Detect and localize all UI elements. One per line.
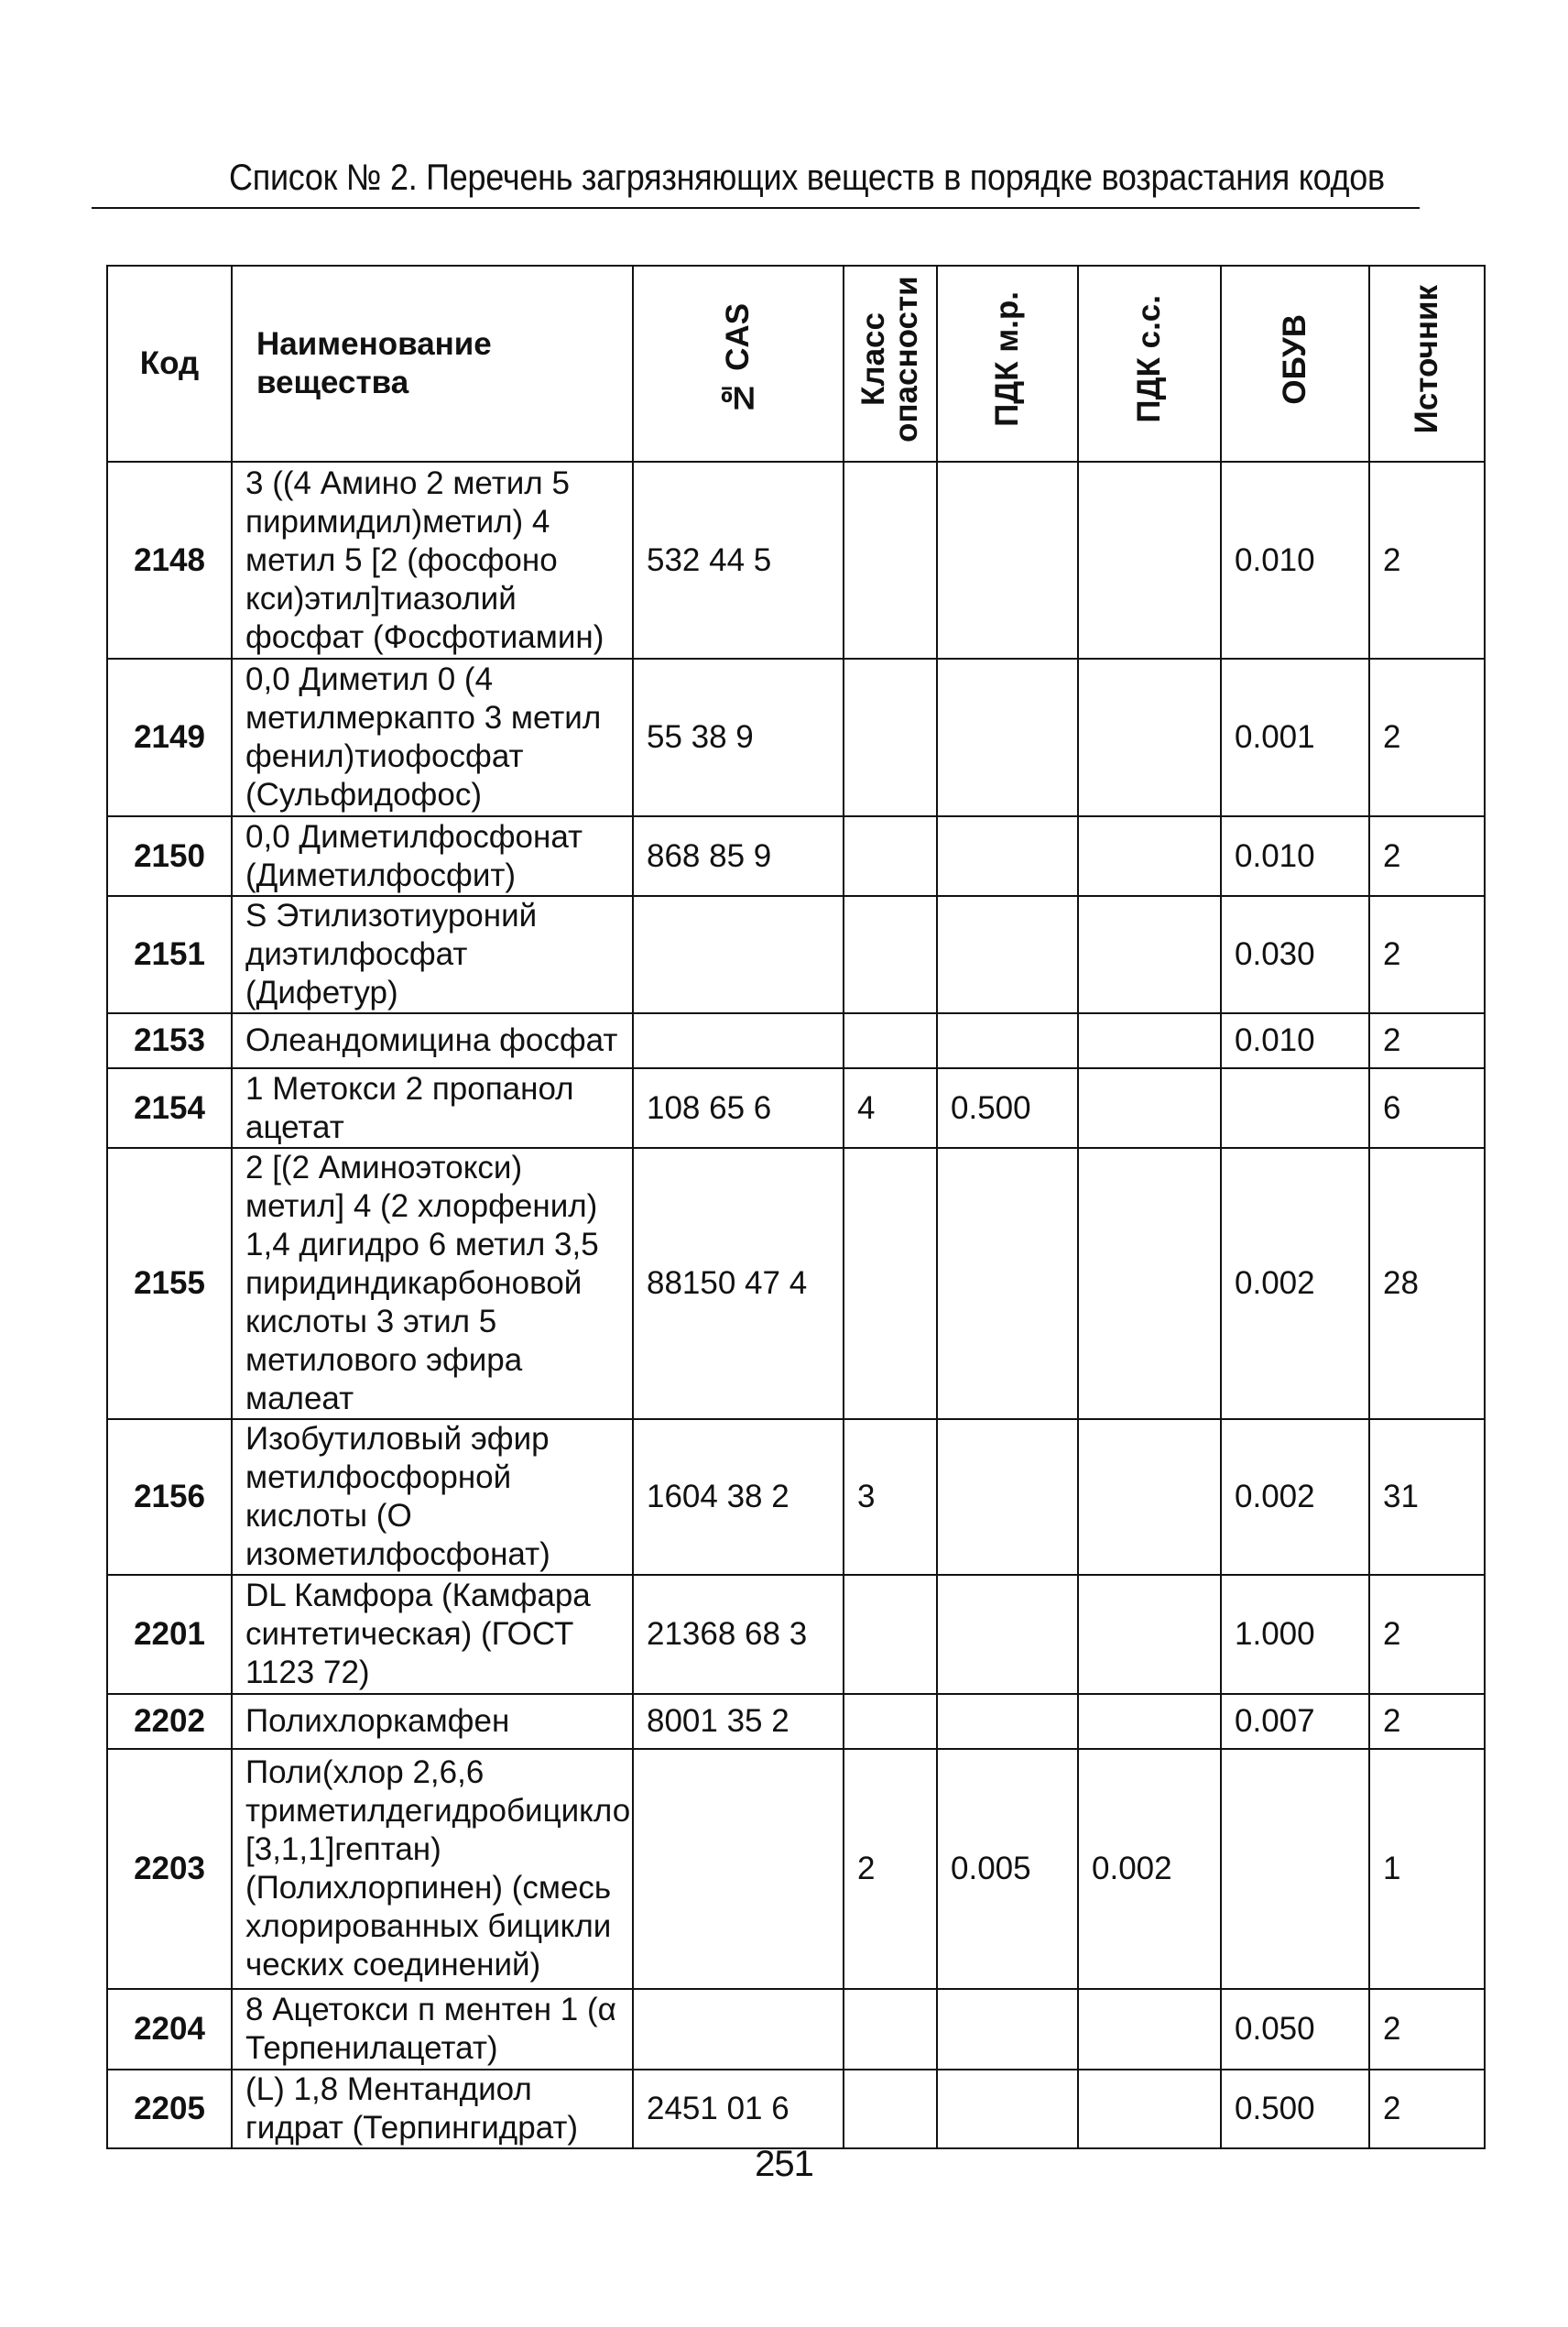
- header-name: [232, 266, 633, 462]
- cell-pdk-mr: [937, 462, 1078, 659]
- cell-cas: 2451 01 6: [633, 2070, 844, 2148]
- cell-pdk-ss: 0.002: [1078, 1749, 1221, 1989]
- cell-hazard-class: [844, 1148, 937, 1419]
- page-header: [92, 154, 1420, 209]
- substances-table: [106, 265, 1486, 2149]
- header-cas-label: № CAS: [720, 302, 756, 416]
- cell-source: 2: [1369, 2070, 1485, 2148]
- cell-source: 28: [1369, 1148, 1485, 1419]
- cell-pdk-mr: [937, 1694, 1078, 1749]
- cell-pdk-mr: [937, 1148, 1078, 1419]
- header-obuv-label: ОБУВ: [1277, 313, 1312, 405]
- cell-pdk-ss: [1078, 2070, 1221, 2148]
- header-hazard-class-label: Класс опасности: [855, 276, 924, 442]
- cell-source: 2: [1369, 1989, 1485, 2070]
- header-code: [107, 266, 232, 462]
- cell-name: 1 Метокси 2 пропанол ацетат: [232, 1068, 633, 1148]
- cell-name: Поли(хлор 2,6,6 триметилдегидробицикло [3,1,1]гептан) (Полихлорпинен) (смесь хлорированных бицикли ческих соединений): [232, 1749, 633, 1989]
- cell-pdk-ss: [1078, 1068, 1221, 1148]
- cell-obuv: 0.500: [1221, 2070, 1369, 2148]
- cell-pdk-mr: [937, 1419, 1078, 1575]
- table-body: [107, 462, 1485, 2148]
- table-row: [107, 2070, 1485, 2148]
- cell-code: 2155: [107, 1148, 232, 1419]
- header-pdk-mr: [937, 266, 1078, 462]
- header-pdk-mr-label: ПДК м.р.: [989, 291, 1025, 427]
- cell-name: S Этилизотиуроний диэтилфосфат (Дифетур): [232, 896, 633, 1013]
- cell-hazard-class: [844, 896, 937, 1013]
- cell-hazard-class: [844, 462, 937, 659]
- cell-obuv: 0.050: [1221, 1989, 1369, 2070]
- cell-code: 2154: [107, 1068, 232, 1148]
- cell-hazard-class: 3: [844, 1419, 937, 1575]
- table-row: [107, 462, 1485, 659]
- cell-hazard-class: [844, 1694, 937, 1749]
- cell-code: 2151: [107, 896, 232, 1013]
- cell-name: Олеандомицина фосфат: [232, 1013, 633, 1068]
- header-source-label: Источник: [1409, 284, 1444, 434]
- header-hazard-class: [844, 266, 937, 462]
- cell-source: 2: [1369, 816, 1485, 896]
- cell-cas: [633, 1013, 844, 1068]
- cell-obuv: [1221, 1068, 1369, 1148]
- cell-pdk-mr: [937, 1575, 1078, 1694]
- cell-name: DL Камфора (Камфара синтетическая) (ГОСТ 1123 72): [232, 1575, 633, 1694]
- cell-code: 2148: [107, 462, 232, 659]
- cell-pdk-ss: [1078, 659, 1221, 816]
- cell-obuv: 0.010: [1221, 1013, 1369, 1068]
- cell-code: 2203: [107, 1749, 232, 1989]
- header-obuv: [1221, 266, 1369, 462]
- cell-pdk-ss: [1078, 896, 1221, 1013]
- cell-source: 2: [1369, 462, 1485, 659]
- cell-obuv: 0.030: [1221, 896, 1369, 1013]
- cell-cas: 868 85 9: [633, 816, 844, 896]
- cell-code: 2149: [107, 659, 232, 816]
- cell-cas: 8001 35 2: [633, 1694, 844, 1749]
- table-header: [107, 266, 1485, 462]
- cell-obuv: 0.002: [1221, 1148, 1369, 1419]
- cell-pdk-mr: [937, 1013, 1078, 1068]
- cell-hazard-class: [844, 1013, 937, 1068]
- cell-code: 2202: [107, 1694, 232, 1749]
- table-row: [107, 1694, 1485, 1749]
- cell-source: 31: [1369, 1419, 1485, 1575]
- cell-pdk-ss: [1078, 1694, 1221, 1749]
- cell-source: 2: [1369, 1694, 1485, 1749]
- cell-hazard-class: 4: [844, 1068, 937, 1148]
- cell-pdk-ss: [1078, 1013, 1221, 1068]
- cell-obuv: 0.007: [1221, 1694, 1369, 1749]
- cell-pdk-mr: [937, 816, 1078, 896]
- cell-obuv: [1221, 1749, 1369, 1989]
- cell-code: 2150: [107, 816, 232, 896]
- cell-hazard-class: 2: [844, 1749, 937, 1989]
- header-pdk-ss: [1078, 266, 1221, 462]
- cell-obuv: 0.010: [1221, 816, 1369, 896]
- cell-name: 0,0 Диметил 0 (4 метилмеркапто 3 метил фенил)тиофосфат (Сульфидофос): [232, 659, 633, 816]
- cell-cas: [633, 1989, 844, 2070]
- cell-obuv: 0.001: [1221, 659, 1369, 816]
- cell-pdk-mr: [937, 896, 1078, 1013]
- cell-code: 2204: [107, 1989, 232, 2070]
- cell-obuv: 1.000: [1221, 1575, 1369, 1694]
- header-code-label: Код: [139, 345, 200, 381]
- table-row: [107, 896, 1485, 1013]
- cell-pdk-mr: [937, 659, 1078, 816]
- cell-name: 8 Ацетокси п ментен 1 (α Терпенилацетат): [232, 1989, 633, 2070]
- cell-pdk-ss: [1078, 1989, 1221, 2070]
- cell-cas: 21368 68 3: [633, 1575, 844, 1694]
- cell-name: (L) 1,8 Ментандиол гидрат (Терпингидрат): [232, 2070, 633, 2148]
- cell-cas: [633, 1749, 844, 1989]
- cell-source: 6: [1369, 1068, 1485, 1148]
- cell-hazard-class: [844, 1575, 937, 1694]
- cell-cas: [633, 896, 844, 1013]
- cell-code: 2153: [107, 1013, 232, 1068]
- table-row: [107, 1989, 1485, 2070]
- cell-pdk-mr: 0.005: [937, 1749, 1078, 1989]
- cell-cas: 532 44 5: [633, 462, 844, 659]
- page-number: 251: [755, 2144, 813, 2184]
- cell-source: 2: [1369, 896, 1485, 1013]
- cell-hazard-class: [844, 659, 937, 816]
- cell-name: 3 ((4 Амино 2 метил 5 пиримидил)метил) 4 метил 5 [2 (фосфоно кси)этил]тиазолий фосфат (Фосфотиамин): [232, 462, 633, 659]
- table-row: [107, 1419, 1485, 1575]
- page-title: Список № 2. Перечень загрязняющих веществ в порядке возрастания кодов: [229, 158, 1385, 198]
- header-row: [107, 266, 1485, 462]
- cell-pdk-mr: 0.500: [937, 1068, 1078, 1148]
- cell-source: 2: [1369, 1575, 1485, 1694]
- cell-hazard-class: [844, 2070, 937, 2148]
- cell-code: 2201: [107, 1575, 232, 1694]
- header-cas: [633, 266, 844, 462]
- cell-source: 2: [1369, 1013, 1485, 1068]
- cell-obuv: 0.010: [1221, 462, 1369, 659]
- table-row: [107, 1749, 1485, 1989]
- cell-name: 2 [(2 Аминоэтокси) метил] 4 (2 хлорфенил) 1,4 дигидро 6 метил 3,5 пиридиндикарбоновой кислоты 3 этил 5 метилового эфира малеат: [232, 1148, 633, 1419]
- cell-pdk-mr: [937, 2070, 1078, 2148]
- cell-pdk-ss: [1078, 816, 1221, 896]
- cell-name: 0,0 Диметилфосфонат (Диметилфосфит): [232, 816, 633, 896]
- header-name-label: Наименование вещества: [256, 326, 492, 400]
- cell-cas: 108 65 6: [633, 1068, 844, 1148]
- cell-pdk-ss: [1078, 1148, 1221, 1419]
- cell-cas: 88150 47 4: [633, 1148, 844, 1419]
- cell-source: 1: [1369, 1749, 1485, 1989]
- cell-cas: 1604 38 2: [633, 1419, 844, 1575]
- cell-pdk-mr: [937, 1989, 1078, 2070]
- cell-source: 2: [1369, 659, 1485, 816]
- table-row: [107, 1148, 1485, 1419]
- table-row: [107, 1575, 1485, 1694]
- header-source: [1369, 266, 1485, 462]
- cell-code: 2205: [107, 2070, 232, 2148]
- cell-hazard-class: [844, 816, 937, 896]
- cell-hazard-class: [844, 1989, 937, 2070]
- table-row: [107, 1068, 1485, 1148]
- cell-code: 2156: [107, 1419, 232, 1575]
- table-row: [107, 659, 1485, 816]
- cell-name: Изобутиловый эфир метилфосфорной кислоты (О изометилфосфонат): [232, 1419, 633, 1575]
- header-pdk-ss-label: ПДК с.с.: [1131, 295, 1167, 423]
- cell-pdk-ss: [1078, 462, 1221, 659]
- table-row: [107, 816, 1485, 896]
- cell-pdk-ss: [1078, 1419, 1221, 1575]
- cell-pdk-ss: [1078, 1575, 1221, 1694]
- cell-name: Полихлоркамфен: [232, 1694, 633, 1749]
- cell-obuv: 0.002: [1221, 1419, 1369, 1575]
- table-row: [107, 1013, 1485, 1068]
- cell-cas: 55 38 9: [633, 659, 844, 816]
